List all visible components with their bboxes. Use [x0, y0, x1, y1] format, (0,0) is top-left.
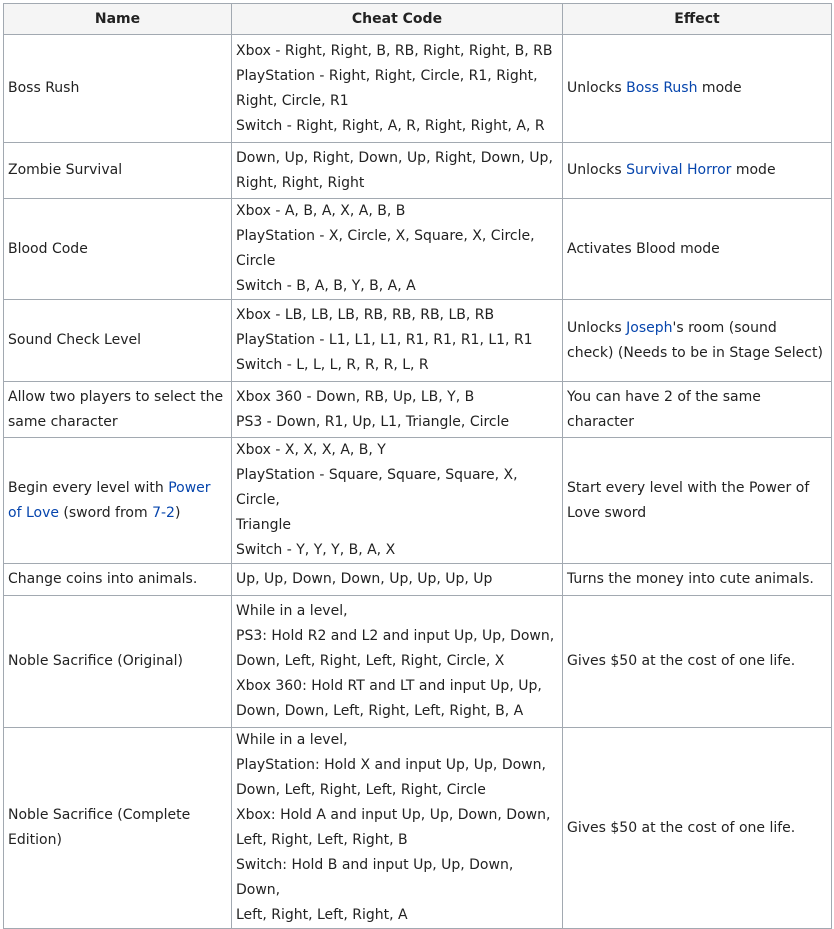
name-cell	[4, 199, 232, 300]
name-cell	[4, 35, 232, 143]
name-text: Allow two players to select the same character	[8, 388, 224, 430]
effect-text: Unlocks	[567, 80, 627, 96]
code-line: Left, Right, Left, Right, B	[236, 832, 408, 848]
name-cell	[4, 564, 232, 596]
code-line: While in a level,	[236, 732, 348, 748]
name-cell	[4, 596, 232, 728]
code-cell	[232, 143, 563, 199]
name-cell	[4, 382, 232, 438]
effect-text: mode	[697, 80, 742, 96]
name-text: (sword from	[58, 504, 153, 521]
code-line: Left, Right, Left, Right, A	[236, 907, 408, 923]
code-line: Switch - L, L, L, R, R, R, L, R	[236, 357, 429, 373]
code-cell	[232, 564, 563, 596]
code-line: While in a level,	[236, 603, 348, 619]
code-cell	[232, 596, 563, 728]
effect-cell	[563, 199, 832, 300]
code-line: Down, Left, Right, Left, Right, Circle	[236, 782, 486, 798]
effect-cell	[563, 596, 832, 728]
code-line: Up, Up, Down, Down, Up, Up, Up, Up	[236, 571, 493, 587]
code-line: Triangle	[236, 517, 291, 533]
effect-cell	[563, 143, 832, 199]
joseph-link[interactable]: Joseph	[626, 319, 673, 336]
name-cell	[4, 300, 232, 382]
header-name: Name	[4, 4, 232, 35]
code-line: Right, Circle, R1	[236, 92, 349, 109]
code-cell	[232, 300, 563, 382]
header-row	[4, 4, 832, 35]
table-row	[4, 564, 832, 596]
code-line: Xbox - X, X, X, A, B, Y	[236, 442, 386, 458]
code-line: PlayStation - X, Circle, X, Square, X, Circle, Circle	[236, 228, 535, 269]
code-line: Down, Down, Left, Right, Left, Right, B, A	[236, 703, 524, 719]
effect-text: mode	[731, 162, 776, 178]
code-line: Switch: Hold B and input Up, Up, Down, Down,	[236, 857, 514, 898]
code-cell	[232, 728, 563, 929]
survival-horror-link[interactable]: Survival Horror	[626, 162, 732, 178]
effect-text: Activates Blood mode	[567, 240, 720, 257]
code-line: PlayStation - Square, Square, Square, X, Circle,	[236, 467, 518, 508]
name-text: Noble Sacrifice (Complete Edition)	[8, 807, 191, 848]
name-text: Sound Check Level	[8, 332, 142, 348]
table-row	[4, 438, 832, 564]
table-row	[4, 382, 832, 438]
code-line: Right, Right, Right	[236, 174, 365, 191]
effect-cell	[563, 564, 832, 596]
name-text: )	[174, 504, 181, 521]
effect-cell	[563, 438, 832, 564]
effect-text: Start every level with the Power of Love sword	[567, 479, 810, 521]
code-line: Switch - Y, Y, Y, B, A, X	[236, 542, 396, 558]
effect-text: Gives $50 at the cost of one life.	[567, 653, 796, 669]
code-line: PS3: Hold R2 and L2 and input Up, Up, Down,	[236, 628, 555, 644]
header-cheat-code: Cheat Code	[232, 4, 563, 35]
boss-rush-link[interactable]: Boss Rush	[626, 80, 698, 96]
header-effect: Effect	[563, 4, 832, 35]
table-row	[4, 728, 832, 929]
code-line: Xbox 360 - Down, RB, Up, LB, Y, B	[236, 388, 475, 405]
code-line: Xbox - LB, LB, LB, RB, RB, RB, LB, RB	[236, 307, 495, 323]
code-line: Xbox - Right, Right, B, RB, Right, Right, B, RB	[236, 42, 553, 59]
table-row	[4, 35, 832, 143]
name-text: Boss Rush	[8, 80, 80, 96]
effect-text: You can have 2 of the same character	[567, 388, 761, 430]
table-row	[4, 300, 832, 382]
table-row	[4, 143, 832, 199]
effect-text: 's room (sound check) (Needs to be in Stage Select)	[567, 319, 823, 361]
code-line: Xbox: Hold A and input Up, Up, Down, Down,	[236, 807, 551, 823]
table-row	[4, 199, 832, 300]
effect-cell	[563, 35, 832, 143]
code-cell	[232, 438, 563, 564]
name-text: Noble Sacrifice (Original)	[8, 653, 183, 669]
code-line: Down, Left, Right, Left, Right, Circle, X	[236, 653, 505, 669]
code-line: Switch - Right, Right, A, R, Right, Right, A, R	[236, 117, 545, 134]
code-line: Down, Up, Right, Down, Up, Right, Down, Up,	[236, 149, 553, 166]
effect-cell	[563, 728, 832, 929]
cheat-codes-table	[3, 3, 832, 929]
effect-text: Turns the money into cute animals.	[567, 571, 814, 587]
effect-text: Gives $50 at the cost of one life.	[567, 819, 796, 836]
code-line: PlayStation: Hold X and input Up, Up, Down,	[236, 757, 546, 773]
name-cell	[4, 438, 232, 564]
code-line: Xbox 360: Hold RT and LT and input Up, Up,	[236, 678, 542, 694]
stage-7-2-link[interactable]: 7-2	[152, 504, 175, 521]
effect-cell	[563, 382, 832, 438]
effect-text: Unlocks	[567, 319, 627, 336]
code-line: PS3 - Down, R1, Up, L1, Triangle, Circle	[236, 413, 510, 430]
name-text: Begin every level with	[8, 479, 169, 496]
power-of-love-link[interactable]: Power of Love	[8, 479, 211, 521]
code-line: Xbox - A, B, A, X, A, B, B	[236, 203, 406, 219]
name-text: Blood Code	[8, 240, 88, 257]
code-line: PlayStation - L1, L1, L1, R1, R1, R1, L1, R1	[236, 332, 533, 348]
code-cell	[232, 199, 563, 300]
table-row	[4, 596, 832, 728]
name-text: Zombie Survival	[8, 162, 123, 178]
name-cell	[4, 143, 232, 199]
effect-text: Unlocks	[567, 162, 627, 178]
effect-cell	[563, 300, 832, 382]
code-line: PlayStation - Right, Right, Circle, R1, Right,	[236, 67, 538, 84]
code-line: Switch - B, A, B, Y, B, A, A	[236, 278, 416, 294]
code-cell	[232, 35, 563, 143]
name-text: Change coins into animals.	[8, 571, 198, 587]
code-cell	[232, 382, 563, 438]
name-cell	[4, 728, 232, 929]
